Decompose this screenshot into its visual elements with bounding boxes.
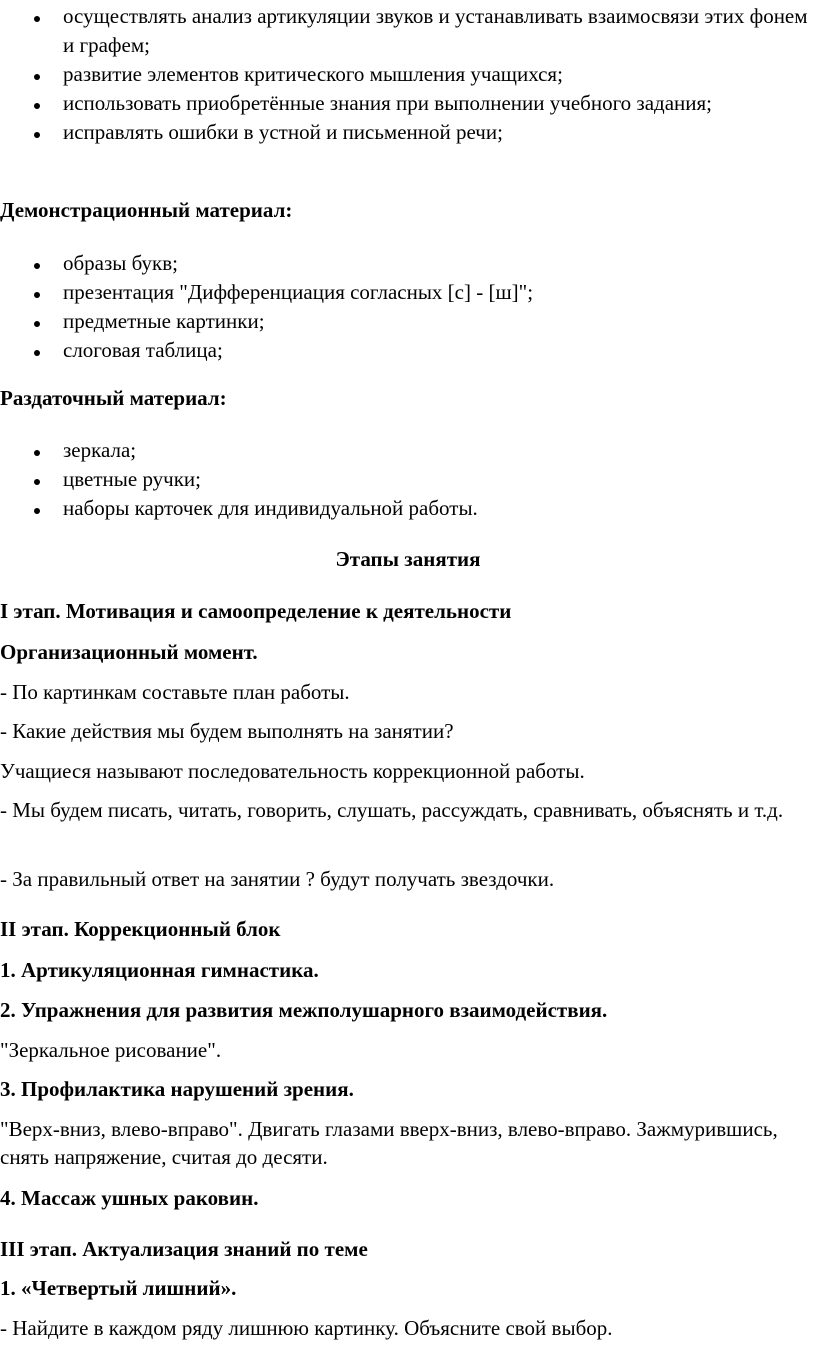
stage2-title: II этап. Коррекционный блок <box>0 917 281 941</box>
list-item: зеркала; <box>0 436 810 465</box>
list-item: презентация "Дифференциация согласных [с] - [ш]"; <box>0 278 810 307</box>
list-item: исправлять ошибки в устной и письменной речи; <box>0 118 810 147</box>
stage3-paragraph: - Найдите в каждом ряду лишнюю картинку. Объясните свой выбор. <box>0 1316 613 1340</box>
demo-list <box>0 249 810 365</box>
list-item: осуществлять анализ артикуляции звуков и устанавливать взаимосвязи этих фонем и графем; <box>0 2 810 60</box>
stage3-heading: 1. «Четвертый лишний». <box>0 1276 237 1300</box>
stage1-paragraph: - По картинкам составьте план работы. <box>0 680 350 704</box>
stage1-paragraph: Учащиеся называют последовательность коррекционной работы. <box>0 759 585 783</box>
stage1-paragraph: - За правильный ответ на занятии ? будут получать звездочки. <box>0 867 555 891</box>
stage2-heading: 2. Упражнения для развития межполушарного взаимодействия. <box>0 998 608 1022</box>
list-item: развитие элементов критического мышления учащихся; <box>0 60 810 89</box>
stage2-heading: 3. Профилактика нарушений зрения. <box>0 1077 354 1101</box>
list-item: образы букв; <box>0 249 810 278</box>
stage1-paragraph: - Какие действия мы будем выполнять на занятии? <box>0 719 454 743</box>
stages-title: Этапы занятия <box>335 547 481 571</box>
stage1-title: I этап. Мотивация и самоопределение к деятельности <box>0 599 512 623</box>
demo-heading: Демонстрационный материал: <box>0 198 293 222</box>
stage2-paragraph: "Верх-вниз, влево-вправо". Двигать глазами вверх-вниз, влево-вправо. Зажмурившись, снять напряжение, считая до десяти. <box>0 1117 778 1169</box>
list-item: цветные ручки; <box>0 465 810 494</box>
list-item: предметные картинки; <box>0 307 810 336</box>
objectives-list <box>0 2 810 147</box>
list-item: использовать приобретённые знания при выполнении учебного задания; <box>0 89 810 118</box>
list-item: наборы карточек для индивидуальной работы. <box>0 494 810 523</box>
stage1-paragraph: - Мы будем писать, читать, говорить, слушать, рассуждать, сравнивать, объяснять и т.д. <box>0 798 784 822</box>
handout-list <box>0 436 810 523</box>
stage1-subtitle: Организационный момент. <box>0 640 258 664</box>
stage2-heading: 1. Артикуляционная гимнастика. <box>0 958 319 982</box>
list-item: слоговая таблица; <box>0 336 810 365</box>
handout-heading: Раздаточный материал: <box>0 386 227 410</box>
stage2-paragraph: "Зеркальное рисование". <box>0 1038 222 1062</box>
stage3-title: III этап. Актуализация знаний по теме <box>0 1237 368 1261</box>
stage2-heading: 4. Массаж ушных раковин. <box>0 1186 259 1210</box>
